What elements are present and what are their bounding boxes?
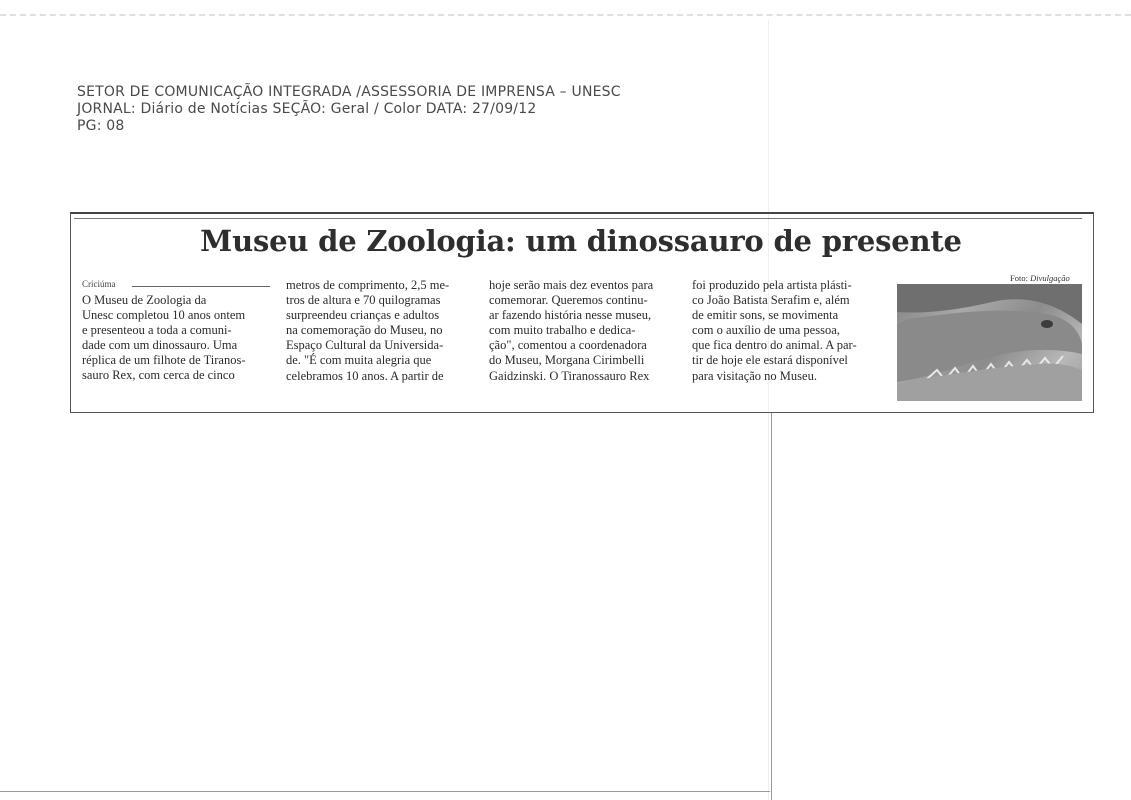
page-divider-horizontal [0,791,770,792]
column-line: metros de comprimento, 2,5 me- [286,278,450,292]
article-column-2 [286,278,474,384]
column-line: de. "É com muita alegria que [286,353,432,368]
perforation-edge [0,14,1131,16]
column-line: com muito trabalho e dedica- [489,323,636,338]
photo-credit-prefix: Foto: [1010,273,1031,283]
column-line: para visitação no Museu. [692,368,817,383]
column-line: de emitir sons, se movimenta [692,308,839,323]
column-line: sauro Rex, com cerca de cinco [82,368,235,383]
clipping-header [77,84,621,135]
column-line: Unesc completou 10 anos ontem [82,308,246,323]
column-line: celebramos 10 anos. A partir de [286,368,444,383]
photo-credit-name: Divulgação [1030,273,1070,283]
column-line: com o auxílio de uma pessoa, [692,323,840,338]
dinosaur-photo [897,284,1082,401]
column-line: Espaço Cultural da Universida- [286,338,444,353]
column-line: tir de hoje ele estará disponível [692,353,848,368]
column-line: ar fazendo história nesse museu, [489,308,652,323]
column-line: do Museu, Morgana Cirimbelli [489,353,645,368]
dinosaur-head-illustration [897,284,1082,401]
page-divider-vertical [771,412,772,800]
column-line: comemorar. Queremos continu- [489,293,648,308]
dateline-rule [132,286,270,287]
header-department: SETOR DE COMUNICAÇÃO INTEGRADA /ASSESSORIA DE IMPRENSA – UNESC [77,84,621,100]
article-dateline: Criciúma [82,279,116,289]
column-line: dade com um dinossauro. Uma [82,338,238,353]
article-column-1 [82,293,270,384]
column-line: ção", comentou a coordenadora [489,338,647,353]
column-line: réplica de um filhote de Tiranos- [82,353,246,368]
article-column-3 [489,278,677,384]
article-top-rule [74,218,1082,219]
article-headline: Museu de Zoologia: um dinossauro de presente [200,224,962,258]
column-line: tros de altura e 70 quilogramas [286,293,441,308]
column-line: surpreendeu crianças e adultos [286,308,440,323]
column-line: na comemoração do Museu, no [286,323,443,338]
column-line: que fica dentro do animal. A par- [692,338,857,353]
column-line: O Museu de Zoologia da [82,293,207,307]
header-page-number: PG: 08 [77,118,125,134]
column-line: hoje serão mais dez eventos para [489,278,654,292]
column-line: co João Batista Serafim e, além [692,293,850,308]
column-line: e presenteou a toda a comuni- [82,323,232,338]
header-newspaper-info: JORNAL: Diário de Notícias SEÇÃO: Geral / Color DATA: 27/09/12 [77,101,537,117]
article-column-4 [692,278,882,384]
column-line: Gaidzinski. O Tiranossauro Rex [489,368,650,383]
photo-credit [1010,273,1070,283]
column-line: foi produzido pela artista plásti- [692,278,852,292]
